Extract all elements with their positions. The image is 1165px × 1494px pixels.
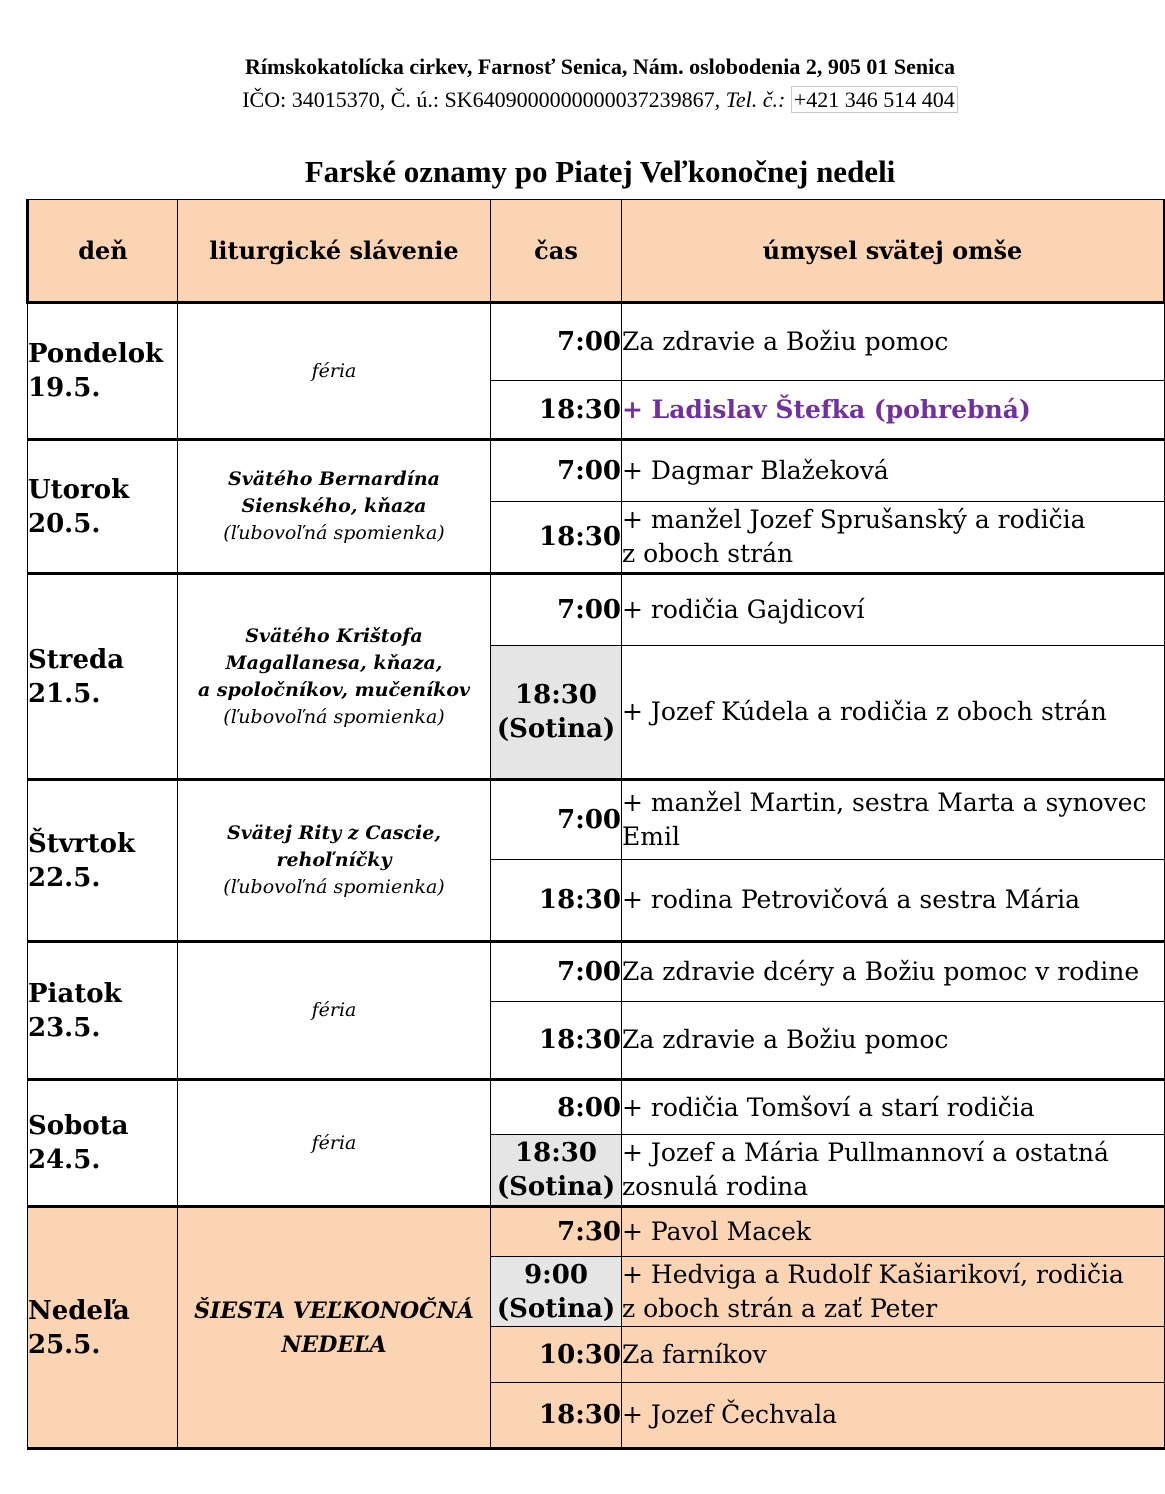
intention-line: Za zdravie dcéry a Božiu pomoc v rodine (622, 957, 1140, 986)
liturgy-title-line: rehoľníčky (276, 849, 392, 871)
mass-time-cell (491, 381, 622, 440)
day-cell (28, 440, 178, 574)
mass-time: 18:30 (539, 394, 621, 425)
mass-time-cell (491, 303, 622, 381)
intention-line: + manžel Martin, sestra Marta a synovec (622, 788, 1147, 817)
intention-line: Za farníkov (622, 1339, 767, 1369)
table-row (28, 942, 1165, 1002)
mass-time-cell (491, 502, 622, 574)
mass-place: (Sotina) (496, 1293, 616, 1324)
mass-time-cell (491, 780, 622, 860)
day-date: 24.5. (28, 1145, 101, 1175)
mass-intention-cell (622, 780, 1165, 860)
liturgy-cell (178, 942, 491, 1080)
tel-label: Tel. č.: (725, 87, 786, 112)
liturgy-title-line: Svätého Krištofa (245, 624, 423, 647)
intention-line: + rodičia Gajdicoví (622, 595, 865, 624)
intention-line: + Jozef Čechvala (622, 1400, 838, 1429)
day-name: Sobota (28, 1111, 129, 1141)
intention-line: zosnulá rodina (622, 1172, 809, 1201)
mass-intention-cell (622, 1135, 1165, 1207)
column-header-day: deň (28, 200, 178, 303)
table-header-row (28, 200, 1165, 303)
mass-intention-cell (622, 860, 1165, 942)
table-row (28, 574, 1165, 646)
day-date: 23.5. (28, 1012, 101, 1043)
liturgy-title-line: ŠIESTA VEĽKONOČNÁ (194, 1297, 474, 1324)
intention-line: + Dagmar Blažeková (622, 456, 889, 485)
mass-time: 10:30 (539, 1339, 621, 1370)
liturgy-title-line: Svätého Bernardína (228, 468, 440, 490)
day-name: Štvrtok (28, 828, 135, 859)
day-name: Utorok (28, 474, 130, 505)
column-header-liturgy: liturgické slávenie (178, 200, 491, 303)
mass-time: 7:00 (557, 805, 621, 835)
mass-time-cell (491, 1207, 622, 1257)
liturgy-cell (178, 1080, 491, 1207)
intention-line: + Jozef Kúdela a rodičia z oboch strán (622, 697, 1107, 726)
intention-line: + Hedviga a Rudolf Kašiarikoví, rodičia (622, 1259, 1124, 1289)
mass-time-cell (491, 1257, 622, 1327)
liturgy-cell (178, 303, 491, 440)
liturgy-feria: féria (311, 999, 357, 1021)
table-row (28, 440, 1165, 502)
mass-time-cell (491, 646, 622, 780)
table-row (28, 303, 1165, 381)
liturgy-title-line: Magallanesa, kňaza, (225, 651, 443, 674)
day-name: Pondelok (28, 339, 164, 369)
day-date: 25.5. (28, 1329, 101, 1360)
mass-place: (Sotina) (496, 1172, 616, 1202)
liturgy-title-line: Sienského, kňaza (241, 495, 427, 517)
day-name: Streda (28, 644, 125, 675)
liturgy-cell (178, 574, 491, 780)
liturgy-note: (ľubovoľná spomienka) (223, 705, 445, 728)
liturgy-title-line: Svätej Rity z Cascie, (227, 822, 441, 844)
intention-line: + rodičia Tomšoví a starí rodičia (622, 1092, 1035, 1122)
mass-time: 18:30 (539, 522, 621, 552)
intention-line: Za zdravie a Božiu pomoc (622, 1025, 949, 1054)
day-cell (28, 574, 178, 780)
mass-intention-cell (622, 646, 1165, 780)
day-date: 20.5. (28, 508, 101, 539)
mass-intention-cell (622, 574, 1165, 646)
schedule-body (28, 303, 1165, 1449)
day-cell (28, 1207, 178, 1449)
intention-line: + Jozef a Mária Pullmannoví a ostatná (622, 1138, 1109, 1167)
mass-time-cell (491, 1383, 622, 1449)
mass-intention-cell (622, 1327, 1165, 1383)
mass-schedule-table (26, 199, 1165, 1450)
mass-time: 18:30 (515, 1138, 597, 1168)
liturgy-feria: féria (311, 359, 357, 382)
table-row (28, 780, 1165, 860)
day-cell (28, 303, 178, 440)
parish-ids: IČO: 34015370, Č. ú.: SK6409000000000037239867, (242, 87, 726, 112)
parish-contact (0, 87, 1165, 113)
intention-line: Za zdravie a Božiu pomoc (622, 327, 949, 356)
intention-line: Emil (622, 822, 680, 851)
table-row (28, 1207, 1165, 1257)
liturgy-cell (178, 780, 491, 942)
column-header-intention: úmysel svätej omše (622, 200, 1165, 303)
mass-place: (Sotina) (496, 714, 616, 744)
mass-time-cell (491, 942, 622, 1002)
mass-time-cell (491, 1327, 622, 1383)
intention-line: z oboch strán (622, 539, 794, 568)
mass-time-cell (491, 440, 622, 502)
intention-line: z oboch strán a zať Peter (622, 1293, 938, 1323)
intention-line: + Pavol Macek (622, 1217, 812, 1246)
mass-time: 18:30 (539, 1025, 621, 1055)
liturgy-note: (ľubovoľná spomienka) (223, 522, 445, 544)
mass-intention-cell (622, 1080, 1165, 1135)
mass-intention-cell (622, 502, 1165, 574)
mass-time-cell (491, 860, 622, 942)
column-header-time: čas (491, 200, 622, 303)
mass-intention-cell (622, 1207, 1165, 1257)
mass-time-cell (491, 574, 622, 646)
liturgy-cell (178, 1207, 491, 1449)
day-cell (28, 1080, 178, 1207)
mass-time-cell (491, 1135, 622, 1207)
mass-time: 18:30 (539, 885, 621, 915)
mass-intention-cell (622, 942, 1165, 1002)
mass-intention-cell (622, 381, 1165, 440)
mass-time: 9:00 (524, 1259, 588, 1290)
day-date: 19.5. (28, 373, 101, 403)
parish-address: Rímskokatolícka cirkev, Farnosť Senica, Nám. oslobodenia 2, 905 01 Senica (245, 54, 955, 79)
day-cell (28, 942, 178, 1080)
mass-time: 18:30 (515, 680, 597, 710)
mass-intention-cell (622, 1002, 1165, 1080)
mass-time: 7:00 (557, 327, 621, 357)
intention-line: + rodina Petrovičová a sestra Mária (622, 885, 1081, 914)
liturgy-cell (178, 440, 491, 574)
page-title: Farské oznamy po Piatej Veľkonočnej nedeli (304, 154, 896, 189)
day-date: 21.5. (28, 678, 101, 709)
phone-number: +421 346 514 404 (791, 86, 958, 113)
mass-intention-cell (622, 440, 1165, 502)
mass-time: 7:00 (557, 456, 621, 486)
mass-intention-cell (622, 303, 1165, 381)
liturgy-note: (ľubovoľná spomienka) (223, 876, 445, 898)
intention-line: + Ladislav Štefka (pohrebná) (622, 394, 1031, 424)
mass-time: 7:30 (557, 1217, 621, 1247)
mass-time: 7:00 (557, 957, 621, 987)
mass-intention-cell (622, 1383, 1165, 1449)
table-row (28, 1080, 1165, 1135)
day-name: Nedeľa (28, 1295, 130, 1326)
day-date: 22.5. (28, 862, 101, 893)
mass-time: 7:00 (557, 595, 621, 625)
mass-time-cell (491, 1002, 622, 1080)
mass-time-cell (491, 1080, 622, 1135)
day-cell (28, 780, 178, 942)
liturgy-feria: féria (311, 1131, 357, 1154)
liturgy-title-line: NEDEĽA (281, 1331, 387, 1358)
mass-time: 8:00 (557, 1092, 621, 1123)
liturgy-title-line: a spoločníkov, mučeníkov (197, 678, 471, 701)
day-name: Piatok (28, 978, 122, 1009)
mass-intention-cell (622, 1257, 1165, 1327)
mass-time: 18:30 (539, 1400, 621, 1430)
intention-line: + manžel Jozef Sprušanský a rodičia (622, 505, 1086, 534)
